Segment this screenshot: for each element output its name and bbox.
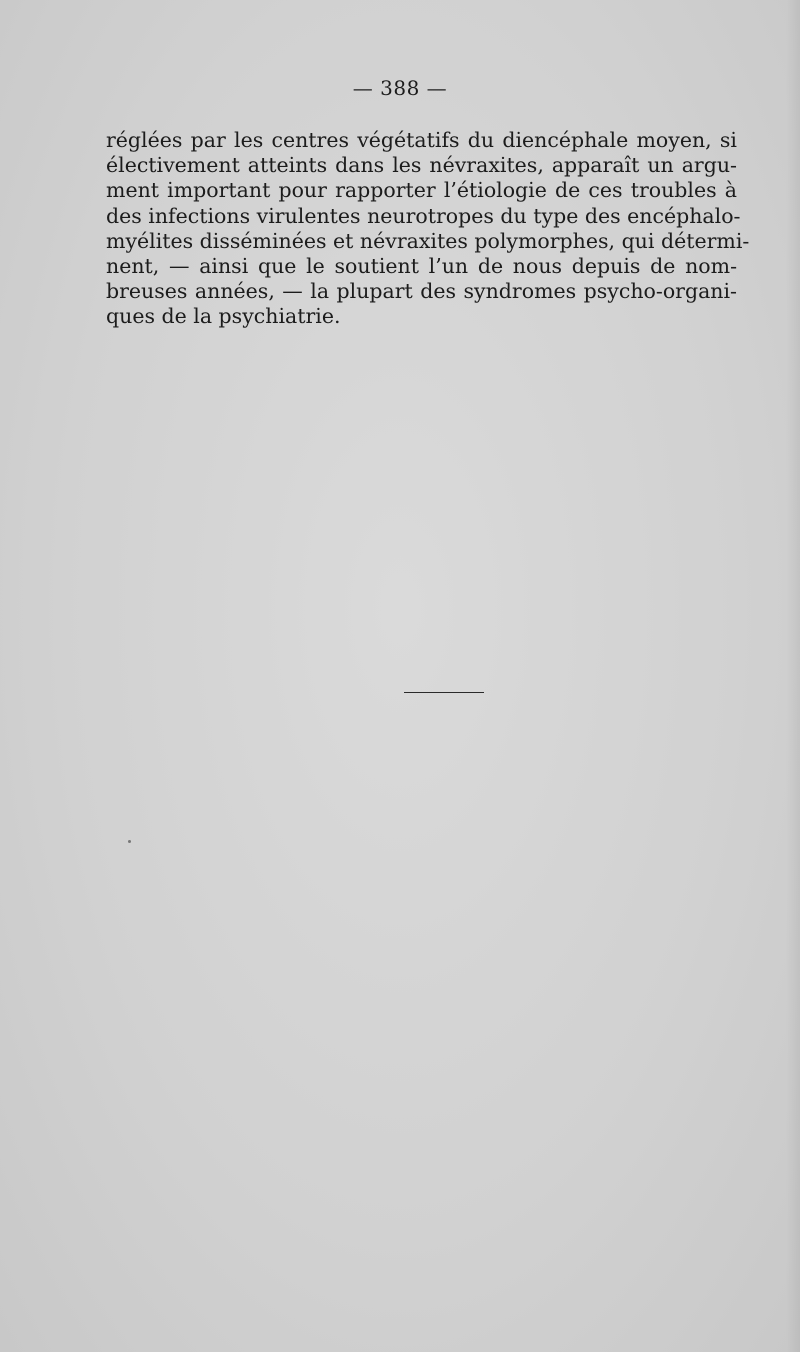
paragraph-line: réglées par les centres végétatifs du diencéphale moyen, si xyxy=(106,128,737,152)
paragraph-line: ques de la psychiatrie. xyxy=(106,304,341,329)
paragraph-line: ment important pour rapporter l’étiologie de ces troubles à xyxy=(106,178,737,203)
paragraph-line: nent, — ainsi que le soutient l’un de nous depuis de nom- xyxy=(106,253,737,278)
page-edge-shadow xyxy=(786,0,800,1352)
page-number: — 388 — xyxy=(352,76,448,100)
paragraph-line: breuses années, — la plupart des syndromes psycho-organi- xyxy=(106,279,737,304)
paragraph-line: électivement atteints dans les névraxites, apparaît un argu- xyxy=(106,153,737,178)
section-end-rule xyxy=(404,692,484,693)
body-paragraph xyxy=(106,128,750,330)
paragraph-line: des infections virulentes neurotropes du type des encéphalo- xyxy=(106,203,741,228)
paragraph-line: myélites disséminées et névraxites polymorphes, qui détermi- xyxy=(106,228,750,253)
paper-speck xyxy=(128,840,131,843)
